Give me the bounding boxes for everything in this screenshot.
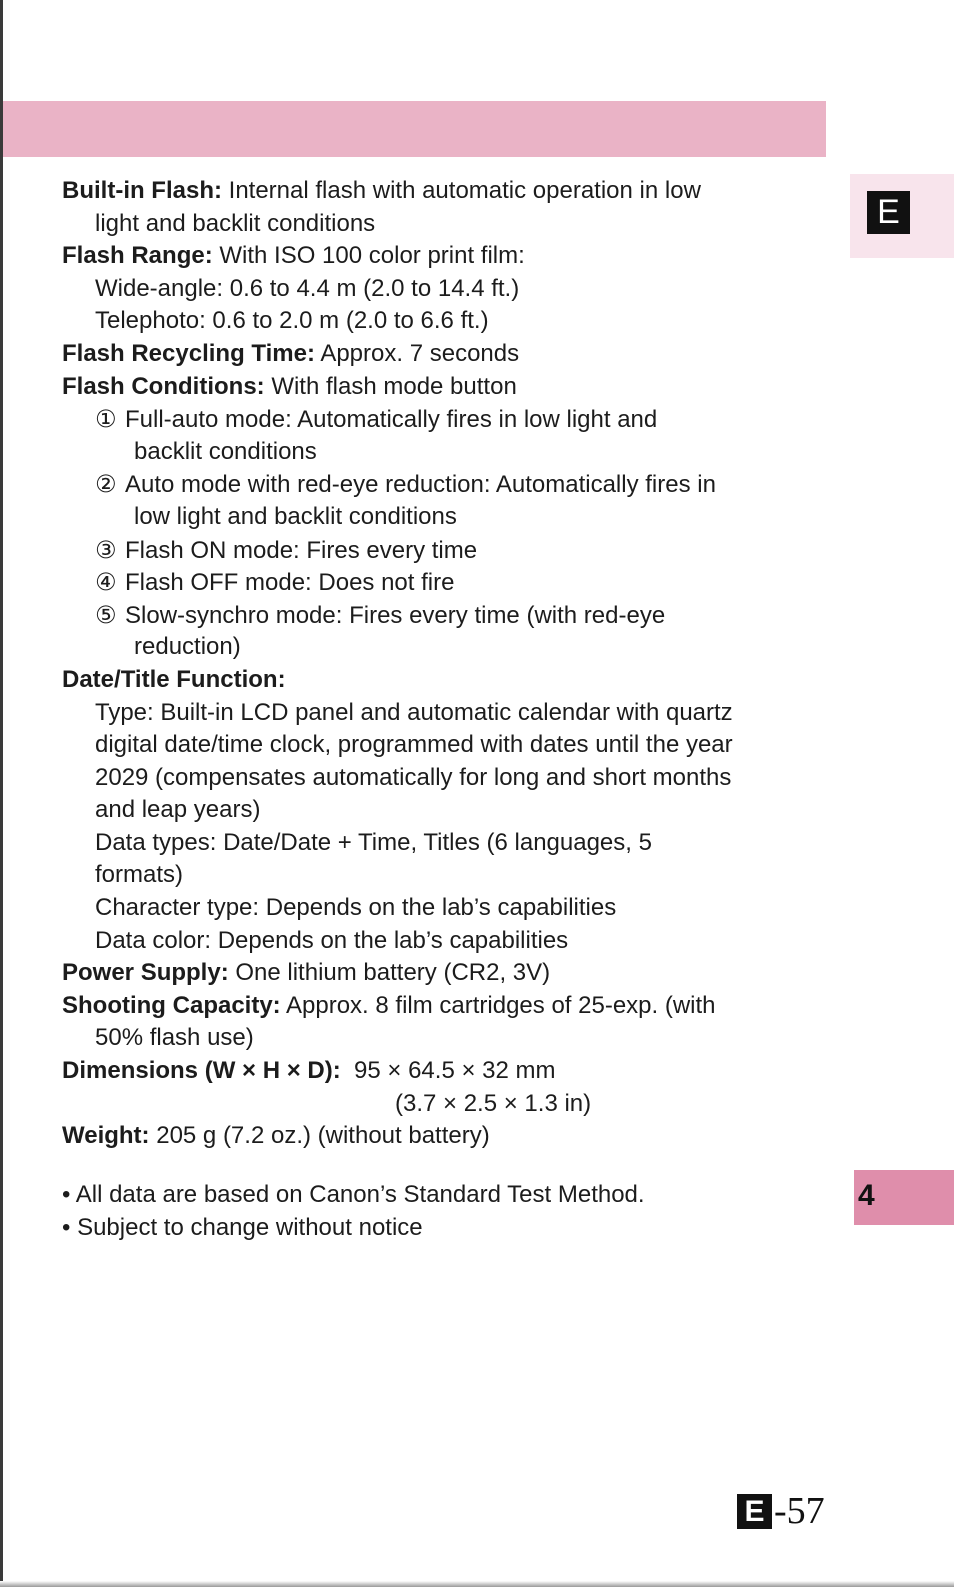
spec-label: Flash Conditions: xyxy=(62,372,265,400)
spec-built-in-flash xyxy=(62,175,842,208)
spec-date-title xyxy=(62,664,842,697)
item-text: Flash ON mode: Fires every time xyxy=(125,536,478,564)
flash-mode-item xyxy=(62,468,842,501)
spec-label: Power Supply: xyxy=(62,959,229,987)
flash-mode-item xyxy=(62,599,842,632)
item-text: Slow-synchro mode: Fires every time (with red-eye xyxy=(125,601,666,629)
footnote: • All data are based on Canon’s Standard Test Method. xyxy=(62,1181,645,1208)
flash-mode-item xyxy=(62,534,842,567)
flash-mode-item xyxy=(62,566,842,599)
date-title-line: formats) xyxy=(95,861,184,889)
spec-flash-conditions xyxy=(62,371,842,404)
spec-value: 205 g (7.2 oz.) (without battery) xyxy=(149,1122,490,1150)
spec-flash-range-wide: Wide-angle: 0.6 to 4.4 m (2.0 to 14.4 ft.) xyxy=(95,274,520,302)
date-title-line: Data types: Date/Date + Time, Titles (6 languages, 5 xyxy=(95,828,652,856)
spec-weight xyxy=(62,1120,842,1153)
spec-label: Flash Recycling Time: xyxy=(62,339,315,367)
date-title-line: and leap years) xyxy=(95,796,261,824)
date-title-line: 2029 (compensates automatically for long and short months xyxy=(95,763,732,791)
spec-flash-range-tele: Telephoto: 0.6 to 2.0 m (2.0 to 6.6 ft.) xyxy=(95,307,489,335)
spec-label: Shooting Capacity: xyxy=(62,991,281,1019)
page-edge xyxy=(0,0,3,1587)
date-title-line: digital date/time clock, programmed with dates until the year xyxy=(95,731,733,759)
spec-dimensions-imperial: (3.7 × 2.5 × 1.3 in) xyxy=(395,1089,592,1117)
date-title-line: Data color: Depends on the lab’s capabilities xyxy=(95,926,569,954)
spec-continuation: light and backlit conditions xyxy=(95,209,376,237)
spec-label: Date/Title Function: xyxy=(62,665,286,693)
section-tab-e-letter: E xyxy=(867,191,910,234)
date-title-line: Character type: Depends on the lab’s capabilities xyxy=(95,894,617,922)
spec-power-supply xyxy=(62,957,842,990)
spec-value: With ISO 100 color print film: xyxy=(212,242,525,270)
spec-value: One lithium battery (CR2, 3V) xyxy=(228,959,551,987)
item-text: Flash OFF mode: Does not fire xyxy=(125,569,455,597)
page-number xyxy=(737,1491,825,1531)
spec-label: Flash Range: xyxy=(62,242,213,270)
spec-flash-recycling xyxy=(62,338,842,371)
item-number: ② xyxy=(95,470,117,499)
spec-value: With flash mode button xyxy=(264,372,517,400)
chapter-tab-number: 4 xyxy=(858,1179,875,1212)
spec-dimensions xyxy=(62,1055,842,1088)
spec-flash-range xyxy=(62,240,842,273)
page-number-letter: E xyxy=(737,1494,772,1529)
spec-label: Dimensions (W × H × D): xyxy=(62,1057,341,1085)
item-text: Auto mode with red-eye reduction: Automatically fires in xyxy=(125,471,716,499)
spec-value: Approx. 7 seconds xyxy=(314,339,520,367)
flash-mode-item-cont: reduction) xyxy=(134,633,241,661)
flash-mode-item-cont: backlit conditions xyxy=(134,437,317,465)
date-title-line: Type: Built-in LCD panel and automatic calendar with quartz xyxy=(95,698,733,726)
flash-mode-item-cont: low light and backlit conditions xyxy=(134,502,457,530)
item-number: ⑤ xyxy=(95,600,117,629)
flash-mode-item xyxy=(62,403,842,436)
item-text: Full-auto mode: Automatically fires in low light and xyxy=(125,406,658,434)
header-band xyxy=(3,101,826,157)
spec-value: Internal flash with automatic operation in low xyxy=(221,177,701,204)
item-number: ① xyxy=(95,405,117,434)
footnotes xyxy=(62,1178,645,1244)
spec-label: Weight: xyxy=(62,1122,150,1150)
item-number: ④ xyxy=(95,568,117,597)
spec-list xyxy=(62,175,842,1153)
item-number: ③ xyxy=(95,535,117,564)
spec-continuation: 50% flash use) xyxy=(95,1024,254,1052)
footnote: • Subject to change without notice xyxy=(62,1214,423,1241)
page-bottom-edge xyxy=(0,1581,954,1587)
spec-value: Approx. 8 film cartridges of 25-exp. (with xyxy=(280,991,716,1019)
page-number-value: -57 xyxy=(774,1490,825,1532)
spec-label: Built-in Flash: xyxy=(62,177,222,204)
spec-shooting-capacity xyxy=(62,990,842,1023)
spec-value: 95 × 64.5 × 32 mm xyxy=(340,1057,556,1085)
